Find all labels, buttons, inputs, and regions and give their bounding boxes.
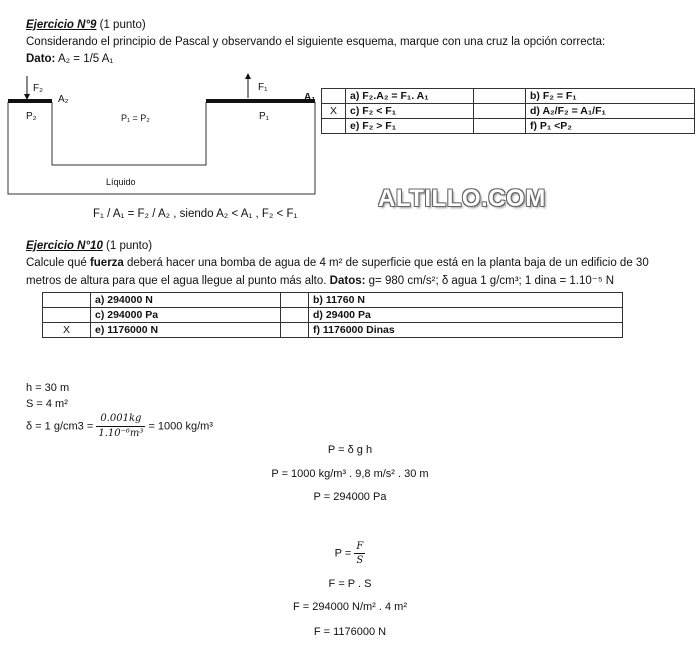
prompt-bold: fuerza	[89, 257, 124, 269]
f-over-s-fraction	[354, 540, 365, 567]
ex10-title: Ejercicio N°10	[26, 240, 103, 252]
option-b: b) 11760 N	[309, 293, 623, 308]
table-row	[322, 89, 695, 104]
option-f: f) 1176000 Dinas	[309, 323, 623, 338]
ex9-title: Ejercicio N°9	[26, 19, 97, 31]
mark-cell[interactable]: X	[322, 104, 346, 119]
option-e: e) F₂ > F₁	[346, 119, 474, 134]
table-row	[43, 293, 623, 308]
sol-s: S = 4 m²	[26, 398, 68, 410]
ex9-points: (1 punto)	[99, 19, 146, 31]
table-row	[322, 119, 695, 134]
label-a2: A₂	[58, 94, 69, 105]
option-e: e) 1176000 N	[91, 323, 281, 338]
datos-label: Datos:	[329, 275, 366, 287]
prompt-text: g= 980 cm/s²; δ agua 1 g/cm³; 1 dina = 1.10⁻⁵ N	[365, 275, 615, 287]
label-f2: F₂	[33, 83, 43, 94]
ex9-prompt: Considerando el principio de Pascal y observando el siguiente esquema, marque con una cruz la opción correcta:	[26, 36, 606, 48]
delta-prefix: δ = 1 g/cm3 =	[26, 420, 94, 433]
option-c: c) 294000 Pa	[91, 308, 281, 323]
prompt-text: Calcule qué	[26, 257, 90, 269]
ex9-options-table	[321, 88, 695, 134]
sol-f-calc: F = 294000 N/m² . 4 m²	[292, 601, 407, 613]
table-row	[322, 104, 695, 119]
sol-p-calc: P = 1000 kg/m³ . 9,8 m/s² . 30 m	[271, 468, 429, 480]
sol-p-result: P = 294000 Pa	[313, 491, 387, 503]
mark-cell[interactable]	[322, 119, 346, 134]
sol-p-eq	[0, 540, 700, 567]
fraction-numerator: 0.001kg	[96, 412, 145, 427]
ex9-heading	[26, 19, 146, 31]
pascal-diagram	[0, 68, 330, 198]
piston-left	[8, 99, 52, 103]
mark-cell[interactable]	[322, 89, 346, 104]
sol-f-result: F = 1176000 N	[313, 626, 387, 638]
dato-label: Dato:	[26, 53, 56, 65]
mark-cell[interactable]	[474, 89, 526, 104]
piston-right	[206, 99, 315, 103]
table-row	[43, 308, 623, 323]
sol-delta	[26, 412, 213, 441]
table-row	[43, 323, 623, 338]
mark-cell[interactable]	[281, 293, 309, 308]
p-eq-prefix: P =	[334, 547, 352, 560]
mark-cell[interactable]	[43, 293, 91, 308]
option-b: b) F₂ = F₁	[526, 89, 695, 104]
ex10-points: (1 punto)	[106, 240, 153, 252]
fraction-denominator: 1.10⁻⁶m³	[98, 428, 144, 439]
fraction-denominator: S	[356, 555, 364, 566]
label-p2: P₂	[26, 111, 37, 122]
option-f: f) P₁ <P₂	[526, 119, 695, 134]
label-liquid: Líquido	[106, 177, 136, 187]
sol-p-formula: P = δ g h	[327, 444, 373, 456]
label-p1p2: P₁ = P₂	[121, 113, 150, 123]
watermark-logo: ALTILLO.COM	[378, 185, 546, 212]
sol-h: h = 30 m	[26, 382, 70, 394]
label-f1: F₁	[258, 82, 268, 93]
delta-fraction	[96, 412, 145, 441]
label-p1: P₁	[259, 111, 270, 122]
mark-cell[interactable]	[474, 119, 526, 134]
option-d: d) A₂/F₂ = A₁/F₁	[526, 104, 695, 119]
prompt-text: metros de altura para que el agua llegue al punto más alto.	[26, 275, 330, 287]
delta-suffix: = 1000 kg/m³	[148, 420, 213, 433]
option-c: c) F₂ < F₁	[346, 104, 474, 119]
fraction-numerator: F	[356, 541, 364, 552]
mark-cell[interactable]	[43, 308, 91, 323]
mark-cell[interactable]	[474, 104, 526, 119]
ex10-heading	[26, 240, 152, 252]
container-inner	[52, 102, 206, 165]
ex10-prompt-line1	[26, 257, 649, 269]
mark-cell[interactable]: X	[43, 323, 91, 338]
label-a1: A₁	[304, 92, 316, 103]
mark-cell[interactable]	[281, 323, 309, 338]
sol-f-formula: F = P . S	[328, 578, 372, 590]
ex9-answer-note: F₁ / A₁ = F₂ / A₂ , siendo A₂ < A₁ , F₂ < F₁	[93, 208, 298, 220]
arrow-up-icon	[245, 73, 251, 79]
dato-value: A₂ = 1/5 A₁	[57, 53, 114, 65]
ex10-options-table	[42, 292, 623, 338]
option-d: d) 29400 Pa	[309, 308, 623, 323]
option-a: a) F₂.A₂ = F₁. A₁	[346, 89, 474, 104]
option-a: a) 294000 N	[91, 293, 281, 308]
mark-cell[interactable]	[281, 308, 309, 323]
prompt-text: deberá hacer una bomba de agua de 4 m² de superficie que está en la planta baja de un edificio de 30	[123, 257, 649, 269]
ex10-prompt-line2	[26, 273, 614, 287]
ex9-dato	[26, 53, 113, 65]
